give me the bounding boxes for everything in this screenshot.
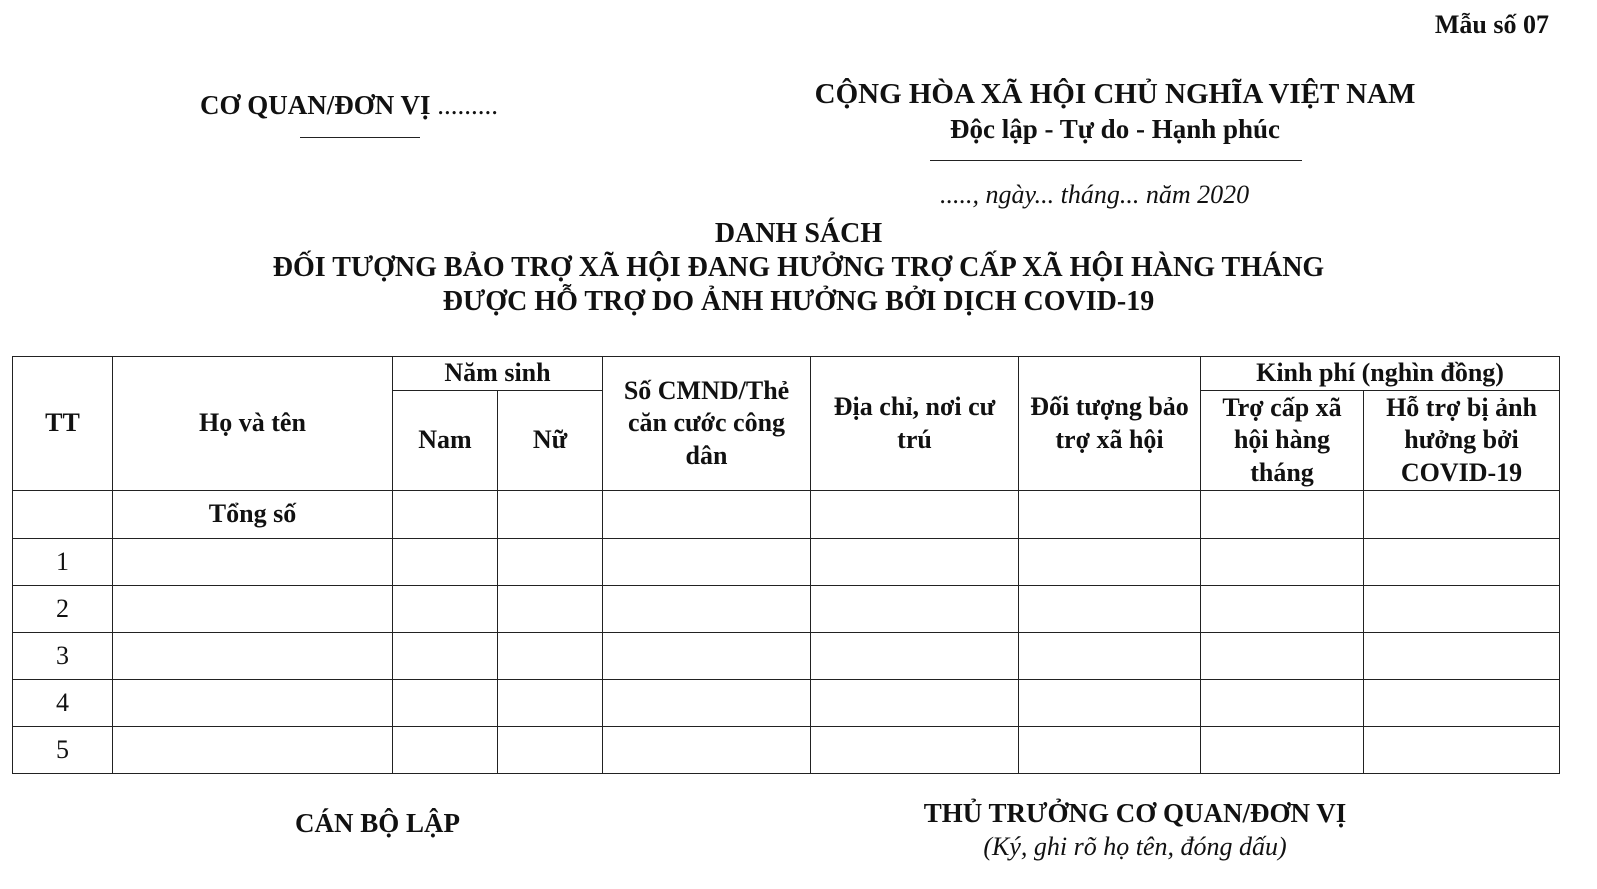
agency-label [200,90,498,121]
national-motto: Độc lập - Tự do - Hạnh phúc [949,114,1281,144]
col-header-beneficiary: Đối tượng bảo trợ xã hội [1019,357,1201,491]
table-row [13,633,1560,680]
agency-dots: ......... [437,90,499,120]
col-header-female: Nữ [498,391,603,491]
table-row [13,586,1560,633]
total-row [13,491,1560,539]
document-subtitle-line1: ĐỐI TƯỢNG BẢO TRỢ XÃ HỘI ĐANG HƯỞNG TRỢ CẤP XÃ HỘI HÀNG THÁNG [272,252,1325,283]
total-label: Tổng số [113,491,393,539]
agency-underline [300,137,420,138]
row-number: 4 [13,680,113,727]
col-header-address: Địa chỉ, nơi cư trú [811,357,1019,491]
date-line: ....., ngày... tháng... năm 2020 [940,180,1250,209]
col-header-male: Nam [393,391,498,491]
col-header-covid-support: Hỗ trợ bị ảnh hưởng bởi COVID-19 [1364,391,1560,491]
header-row-1 [13,357,1560,391]
row-number: 2 [13,586,113,633]
row-number: 3 [13,633,113,680]
head-signature-label: THỦ TRƯỞNG CƠ QUAN/ĐƠN VỊ [923,798,1347,828]
row-number: 1 [13,539,113,586]
motto-underline [930,160,1302,161]
row-number: 5 [13,727,113,774]
beneficiary-table [12,356,1560,774]
col-header-name: Họ và tên [113,357,393,491]
nation-name: CỘNG HÒA XÃ HỘI CHỦ NGHĨA VIỆT NAM [814,78,1416,110]
col-header-monthly-allowance: Trợ cấp xã hội hàng tháng [1201,391,1364,491]
form-number: Mẫu số 07 [1434,10,1549,39]
col-header-funding: Kinh phí (nghìn đồng) [1201,357,1560,391]
document-title: DANH SÁCH [714,218,883,249]
table-row [13,727,1560,774]
document-subtitle-line2: ĐƯỢC HỖ TRỢ DO ẢNH HƯỞNG BỞI DỊCH COVID-19 [442,286,1155,317]
agency-label-text: CƠ QUAN/ĐƠN VỊ [200,90,431,120]
col-header-tt: TT [13,357,113,491]
col-header-id-card: Số CMND/Thẻ căn cước công dân [603,357,811,491]
head-signature-note: (Ký, ghi rõ họ tên, đóng dấu) [983,832,1287,861]
preparer-signature-label: CÁN BỘ LẬP [295,808,461,838]
table-row [13,680,1560,727]
col-header-birth-year: Năm sinh [393,357,603,391]
table-row [13,539,1560,586]
